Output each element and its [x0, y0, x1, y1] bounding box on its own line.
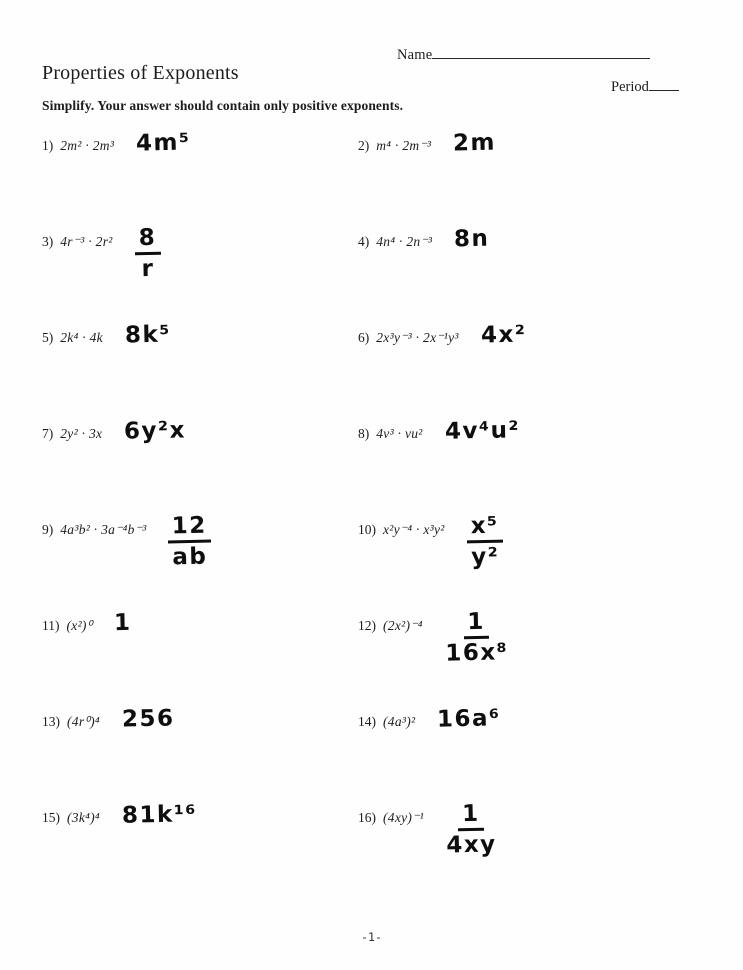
problem-14	[358, 702, 727, 798]
handwritten-answer	[445, 801, 496, 857]
problem-3	[42, 222, 358, 318]
period-field	[611, 76, 679, 96]
problem-expression: 2y² · 3x	[60, 426, 103, 441]
fraction-denominator: y²	[470, 543, 500, 571]
handwritten-answer	[466, 514, 503, 570]
problem-expression: (4xy)⁻¹	[383, 810, 424, 825]
fraction-denominator: r	[140, 256, 155, 283]
problem-number: 1)	[42, 138, 54, 153]
fraction-numerator: 12	[168, 514, 212, 544]
problem-expression: x²y⁻⁴ · x³y²	[383, 522, 445, 537]
problem-number: 6)	[358, 330, 370, 345]
handwritten-answer: 6y²x	[124, 417, 187, 445]
handwritten-answer: 8k⁵	[124, 321, 172, 349]
handwritten-answer: 8n	[453, 225, 490, 253]
problem-6	[358, 318, 727, 414]
problem-expression: 2x³y⁻³ · 2x⁻¹y³	[376, 330, 459, 345]
answer-fraction	[134, 226, 161, 282]
problem-1	[42, 126, 358, 222]
handwritten-answer: 1	[114, 609, 133, 637]
problem-expression: 4v³ · vu²	[376, 426, 423, 441]
problems-grid	[42, 126, 727, 894]
problem-expression: 2m² · 2m³	[60, 138, 115, 153]
problem-4	[358, 222, 727, 318]
fraction-numerator: x⁵	[466, 514, 503, 544]
fraction-numerator: 8	[134, 226, 160, 256]
problem-number: 13)	[42, 714, 60, 729]
problem-expression: (x²)⁰	[66, 618, 93, 633]
period-blank-line	[649, 76, 679, 91]
problem-13	[42, 702, 358, 798]
instruction-text: Simplify. Your answer should contain only positive exponents.	[42, 98, 404, 113]
problem-expression: (2x²)⁻⁴	[383, 618, 423, 633]
problem-10	[358, 510, 727, 606]
answer-fraction	[466, 514, 503, 570]
fraction-denominator: 16x⁸	[444, 639, 509, 667]
problem-number: 3)	[42, 234, 54, 249]
problem-number: 14)	[358, 714, 376, 729]
problem-number: 8)	[358, 426, 370, 441]
problem-expression: (4a³)²	[383, 714, 416, 729]
problem-12	[358, 606, 727, 702]
problem-number: 12)	[358, 618, 376, 633]
answer-fraction	[444, 609, 508, 666]
problem-2	[358, 126, 727, 222]
handwritten-answer: 2m	[452, 129, 497, 157]
handwritten-answer: 4v⁴u²	[444, 417, 520, 445]
page-title: Properties of Exponents	[42, 62, 239, 84]
handwritten-answer	[168, 514, 212, 570]
problem-number: 15)	[42, 810, 60, 825]
problem-8	[358, 414, 727, 510]
problem-number: 5)	[42, 330, 54, 345]
problem-number: 16)	[358, 810, 376, 825]
problem-9	[42, 510, 358, 606]
fraction-denominator: 4xy	[446, 831, 497, 859]
answer-fraction	[445, 801, 496, 857]
problem-5	[42, 318, 358, 414]
name-label: Name	[397, 47, 433, 63]
problem-number: 9)	[42, 522, 54, 537]
problem-16	[358, 798, 727, 894]
name-field	[397, 44, 650, 64]
period-label: Period	[611, 79, 649, 95]
handwritten-answer: 16a⁶	[437, 705, 502, 733]
problem-expression: (3k⁴)⁴	[67, 810, 100, 825]
problem-number: 11)	[42, 618, 60, 633]
problem-number: 2)	[358, 138, 370, 153]
problem-15	[42, 798, 358, 894]
problem-expression: 2k⁴ · 4k	[60, 330, 103, 345]
problem-expression: (4r⁰)⁴	[67, 714, 100, 729]
problem-expression: 4n⁴ · 2n⁻³	[376, 234, 433, 249]
problem-7	[42, 414, 358, 510]
handwritten-answer	[134, 226, 161, 282]
handwritten-answer	[444, 609, 508, 666]
handwritten-answer: 256	[121, 705, 175, 733]
problem-number: 10)	[358, 522, 376, 537]
handwritten-answer: 81k¹⁶	[121, 801, 198, 829]
problem-expression: 4a³b² · 3a⁻⁴b⁻³	[60, 522, 147, 537]
fraction-denominator: ab	[172, 543, 209, 571]
problem-number: 7)	[42, 426, 54, 441]
problem-expression: m⁴ · 2m⁻³	[376, 138, 432, 153]
name-blank-line	[432, 44, 650, 59]
fraction-numerator: 1	[458, 802, 484, 832]
page-number: -1-	[361, 930, 382, 944]
handwritten-answer: 4m⁵	[135, 129, 191, 157]
handwritten-answer: 4x²	[480, 321, 527, 349]
fraction-numerator: 1	[463, 610, 489, 640]
problem-11	[42, 606, 358, 702]
answer-fraction	[168, 514, 212, 570]
problem-number: 4)	[358, 234, 370, 249]
problem-expression: 4r⁻³ · 2r²	[60, 234, 113, 249]
